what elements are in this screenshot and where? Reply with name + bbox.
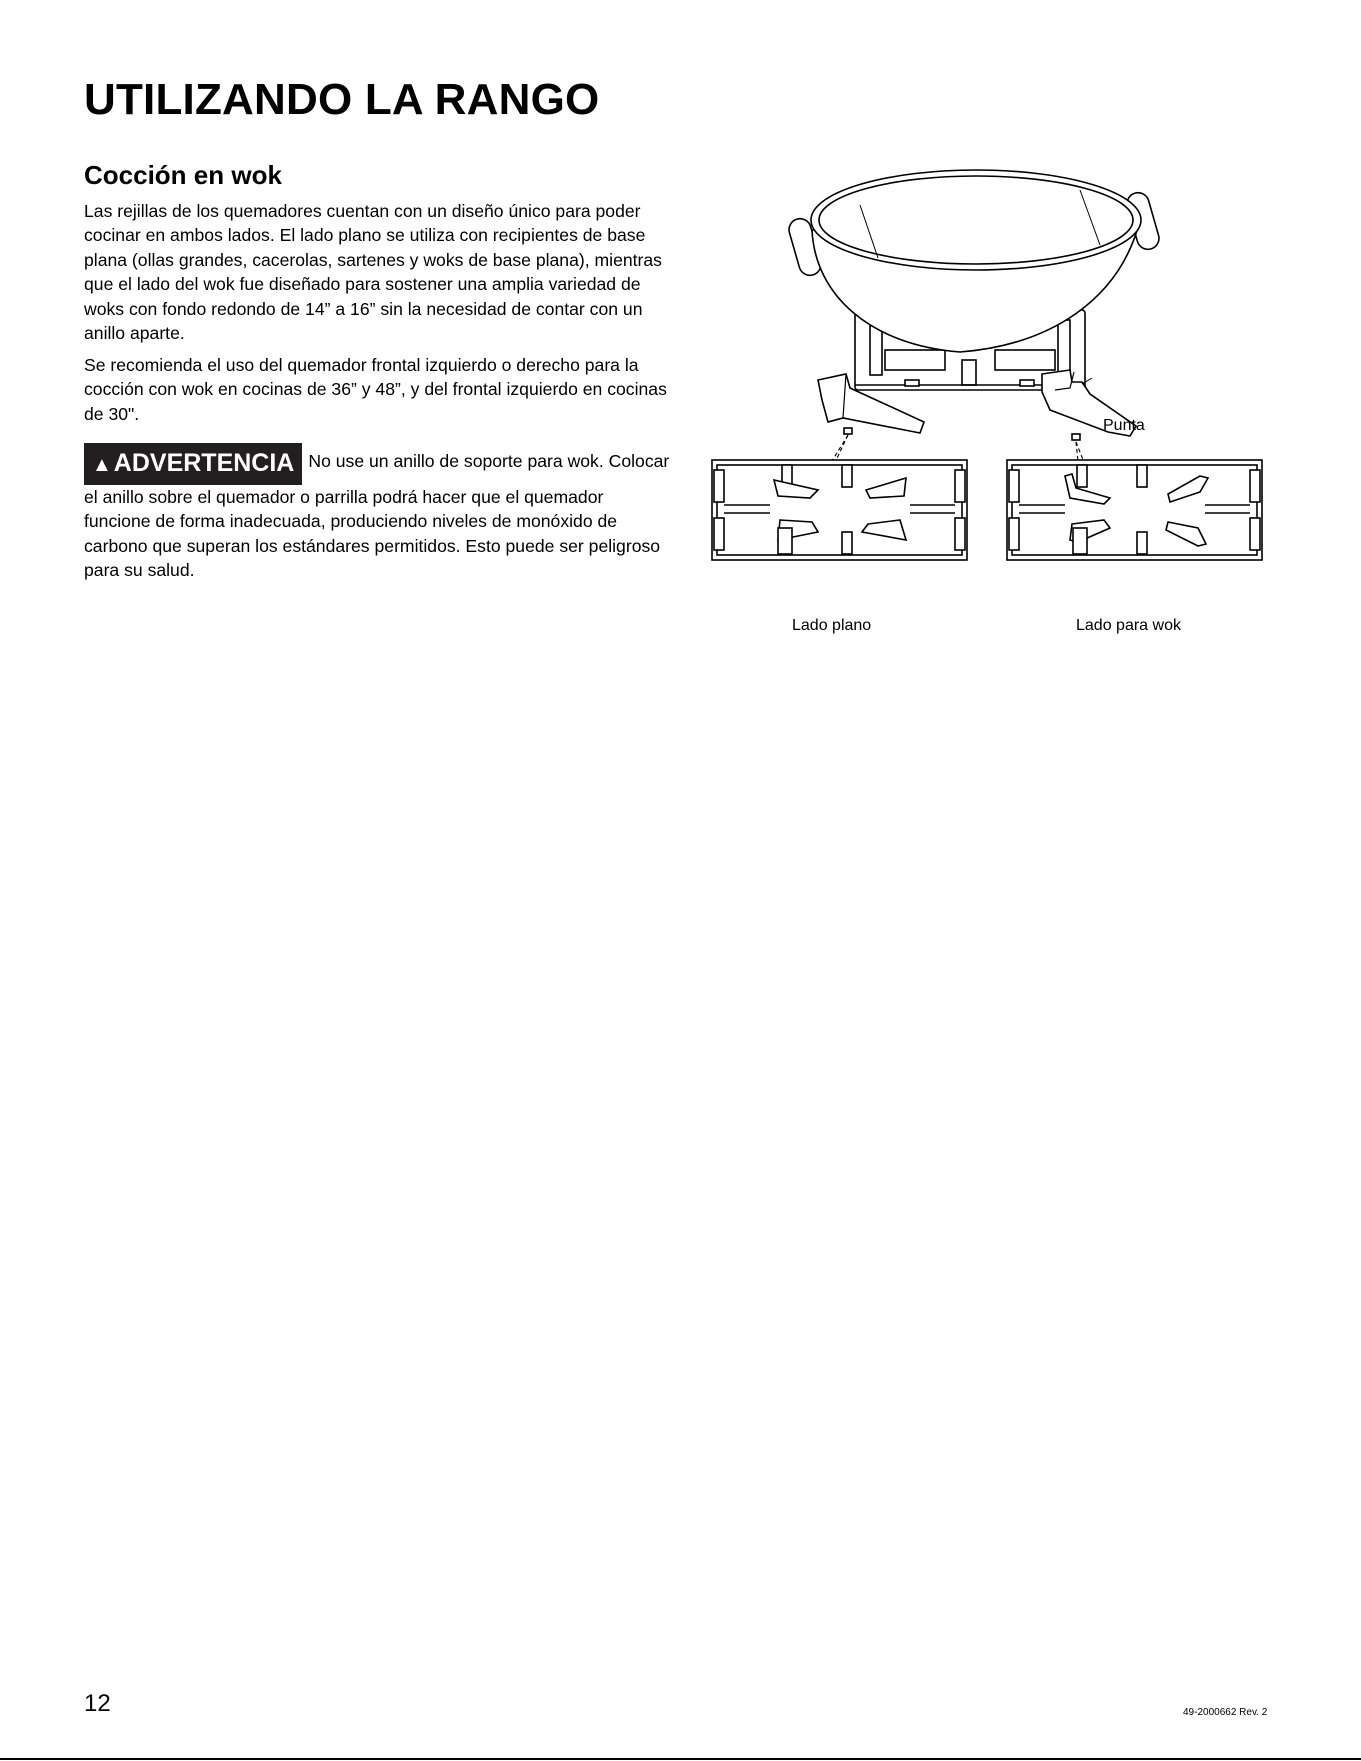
page-title: UTILIZANDO LA RANGO (84, 75, 600, 124)
grate-wok-side-icon (1007, 460, 1262, 560)
document-number: 49-2000662 Rev. 2 (1183, 1707, 1268, 1718)
section-heading: Cocción en wok (84, 160, 282, 190)
label-wok-side: Lado para wok (1076, 617, 1181, 634)
wok-icon (786, 170, 1161, 352)
warning-badge-label: ADVERTENCIA (113, 449, 295, 477)
warning-block (84, 443, 674, 583)
wok-grate-illustration (700, 160, 1280, 650)
label-flat-side: Lado plano (792, 617, 872, 634)
warning-badge (84, 443, 302, 485)
grate-flat-side-icon (712, 460, 967, 560)
label-tip: Punta (1103, 417, 1145, 434)
page-number: 12 (84, 1690, 111, 1717)
wok-grate-figure (700, 160, 1280, 650)
recommendation-paragraph: Se recomienda el uso del quemador frontal izquierdo o derecho para la cocción con wok en cocinas de 36” y 48”, y del frontal izquierdo en cocinas de 30". (84, 355, 667, 424)
warning-text: No use un anillo de soporte para wok. Colocar el anillo sobre el quemador o parrilla podrá hacer que el quemador funcione de forma inadecuada, produciendo niveles de monóxido de carbono que superan los estándares permitidos. Esto puede ser peligroso para su salud. (84, 451, 670, 581)
bottom-rule (0, 1758, 1361, 1760)
warning-triangle-icon: ▲ (92, 454, 112, 476)
intro-paragraph: Las rejillas de los quemadores cuentan con un diseño único para poder cocinar en ambos lados. El lado plano se utiliza con recipientes de base plana (ollas grandes, cacerolas, sartenes y woks de base plana), mientras que el lado del wok fue diseñado para sostener una amplia variedad de woks con fondo redondo de 14” a 16” sin la necesidad de contar con un anillo aparte. (84, 201, 662, 344)
